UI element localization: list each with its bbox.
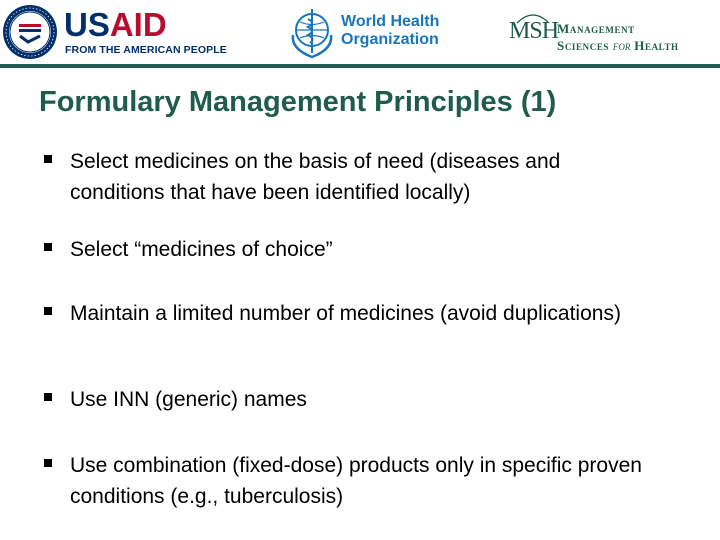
square-bullet-icon xyxy=(44,155,52,163)
msh-wordmark xyxy=(557,20,679,54)
msh-line-2-b: for xyxy=(612,38,631,53)
usaid-wordmark-aid: AID xyxy=(109,6,167,43)
slide-title: Formulary Management Principles (1) xyxy=(39,86,557,118)
who-line-1: World Health xyxy=(341,13,440,30)
square-bullet-icon xyxy=(44,459,52,467)
usaid-wordmark xyxy=(64,8,167,42)
who-line-2: Organization xyxy=(341,31,439,48)
square-bullet-icon xyxy=(44,307,52,315)
msh-line-2-a: Sciences xyxy=(557,38,610,53)
msh-line-2-c: Health xyxy=(634,38,679,53)
msh-logo xyxy=(509,10,714,54)
who-emblem-icon xyxy=(287,5,337,60)
bullet-text: Use INN (generic) names xyxy=(70,388,307,411)
usaid-seal-icon xyxy=(2,4,58,60)
square-bullet-icon xyxy=(44,393,52,401)
usaid-tagline: FROM THE AMERICAN PEOPLE xyxy=(65,44,227,56)
bullet-text: Select “medicines of choice” xyxy=(70,238,333,261)
msh-monogram: MSH xyxy=(509,18,559,44)
msh-line-1: Management xyxy=(557,21,635,36)
usaid-wordmark-us: US xyxy=(64,6,110,43)
who-logo xyxy=(287,5,442,60)
who-wordmark xyxy=(341,13,439,49)
header-divider xyxy=(0,64,720,68)
bullet-text: Use combination (fixed-dose) products only in specific proven conditions (e.g., tuberculosis) xyxy=(70,454,642,508)
bullet-text: Maintain a limited number of medicines (avoid duplications) xyxy=(70,302,621,325)
msh-line-2 xyxy=(557,37,679,54)
bullet-text: Select medicines on the basis of need (diseases and conditions that have been identified locally) xyxy=(70,150,561,204)
logo-header xyxy=(0,0,720,66)
square-bullet-icon xyxy=(44,243,52,251)
